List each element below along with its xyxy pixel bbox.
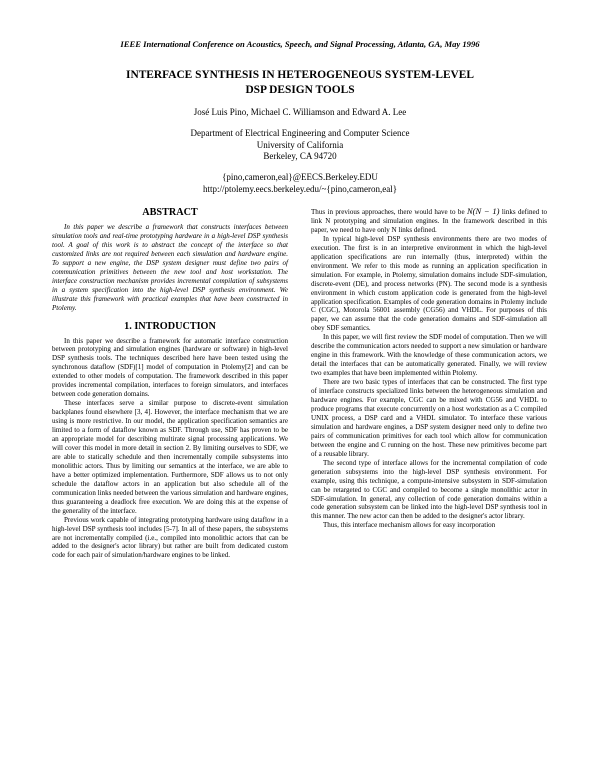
- intro-paragraph-1: In this paper we describe a framework for automatic interface construction between prototyping and simulation engines (hardware or software) in high-level DSP synthesis tools. The techniques described here have been tested using the synchronous dataflow (SDF)[1] model of computation in Ptolemy[2] and can be extended to other models of computation. The framework described in this paper provides incremental compilation, interfaces to foreign simulators, and interfaces between code generation domains.: [52, 336, 288, 399]
- right-paragraph-5: Thus, this interface mechanism allows for easy incorporation: [323, 521, 496, 530]
- web-address: http://ptolemy.eecs.berkeley.edu/~{pino,cameron,eal}: [202, 183, 398, 194]
- email-addresses: {pino,cameron,eal}@EECS.Berkeley.EDU: [222, 172, 378, 182]
- affiliation-city: Berkeley, CA 94720: [263, 151, 337, 162]
- right-column: [311, 207, 547, 530]
- continuation-paragraph: [311, 207, 547, 235]
- conference-header: IEEE International Conference on Acoustics, Speech, and Signal Processing, Atlanta, GA, May 1996: [120, 39, 480, 49]
- paper-title: [60, 68, 540, 98]
- right-paragraph-2: In this paper, we will first review the SDF model of computation. Then we will describe the communication actors needed to support a new simulation or hardware engine in this framework. With the knowledge of these communication actors, we detail the interfaces that can be automatically generated. Finally, we will review two examples that have been implemented within Ptolemy.: [311, 333, 547, 378]
- formula-n-n-minus-1: N(N − 1): [467, 206, 500, 216]
- affiliation: [0, 128, 600, 163]
- right-paragraph-1: In typical high-level DSP synthesis environments there are two modes of execution. The first is in an interpretive environment in which the high-level application specifications are run internally (thus, interpreted) within the environment. We refer to this mode as running an application specification in simulation. For example, in Ptolemy, simulation domains include SDF-simulation, discrete-event (DE), and process networks (PN). The second mode is a synthesis environment in which custom application code is generated from the high-level application specification. Examples of code generation domains in Ptolemy include C (CGC), Motorola 56001 assembly (CG56) and VHDL. For purposes of this paper, we can assume that the code generation domains and SDF-simulation all obey SDF semantics.: [311, 234, 547, 333]
- intro-paragraph-3: Previous work capable of integrating prototyping hardware using dataflow in a high-level DSP synthesis tool includes [5-7]. In all of these papers, the subsystems are not incrementally compiled (i.e., compiled into monolithic actors that can be added to the designer's actor library) but rather are built from dedicated custom code for each pair of simulation/hardware engines to be linked.: [52, 515, 288, 560]
- right-paragraph-3: There are two basic types of interfaces that can be constructed. The first type of interface constructs specialized links between the heterogeneous simulation and hardware engines. For example, CGC can be mixed with CG56 and VHDL to produce programs that execute concurrently on a host workstation as a C compiled UNIX process, a DSP card and a VHDL simulator. To interface these various simulation and hardware engines, a DSP system designer need only to define two pairs of communication primitives for each tool which allow for communication between the engine and C running on the host. These new primitives become part of a reusable library.: [311, 378, 547, 458]
- contact: [0, 172, 600, 195]
- continuation-text-start: Thus in previous approaches, there would have to be: [311, 208, 465, 216]
- authors: José Luis Pino, Michael C. Williamson and Edward A. Lee: [193, 107, 407, 117]
- continuation-text-end: links defined to link N prototyping and simulation engines. In the framework described in this paper, we need to have only N links defined.: [311, 208, 548, 234]
- affiliation-department: Department of Electrical Engineering and Computer Science: [190, 128, 410, 138]
- abstract-heading: ABSTRACT: [142, 207, 198, 218]
- title-line-1: INTERFACE SYNTHESIS IN HETEROGENEOUS SYSTEM-LEVEL: [126, 69, 474, 81]
- right-paragraph-4: The second type of interface allows for the incremental compilation of code generation subsystems into the high-level DSP synthesis environment. For example, using this technique, a compute-intensive subsystem in SDF-simulation can be retargeted to CGC and compiled to become a single monolithic actor in SDF-simulation. In general, any collection of code generation domains within a code generation subsystem can be linked into the high-level DSP synthesis tool in this manner. The new actor can then be added to the designer's actor library.: [311, 458, 547, 521]
- affiliation-university: University of California: [256, 139, 344, 150]
- intro-paragraph-2: These interfaces serve a similar purpose to discrete-event simulation backplanes found elsewhere [3, 4]. However, the interface mechanism that we are using is more restrictive. In our model, the application specification semantics are limited to a form of dataflow known as SDF. Through use, SDF has proven to be an appropriate model for describing multirate signal processing applications. We will cover this model in more detail in section 2. By limiting ourselves to SDF, we are able to statically schedule and then incrementally compile subsystems into monolithic actors. Thus by limiting our semantics at the interface, we are able to have a better optimized implementation. Furthermore, SDF allows us to not only schedule the dataflow actors in an application but also schedule all of the communication links needed between the various simulation and hardware engines, thus guaranteeing a deadlock free execution. We are doing this at the expense of the generality of the interface.: [52, 399, 288, 515]
- left-column: [52, 207, 288, 560]
- abstract-text: In this paper we describe a framework that constructs interfaces between simulation tools and real-time prototyping hardware in a high-level DSP synthesis tool. A goal of this work is to abstract the concept of the interface so that customized links are not required between each simulation and hardware engine. To support a new engine, the DSP system designer must define two pairs of communication primitives between the new tool and host workstation. The interface construction mechanism provides incremental compilation of subsystems in a system specification into the high-level DSP synthesis environment. We illustrate this framework with practical examples that have been constructed in Ptolemy.: [52, 223, 288, 312]
- introduction-heading: 1. INTRODUCTION: [124, 320, 216, 332]
- title-line-2: DSP DESIGN TOOLS: [245, 84, 355, 96]
